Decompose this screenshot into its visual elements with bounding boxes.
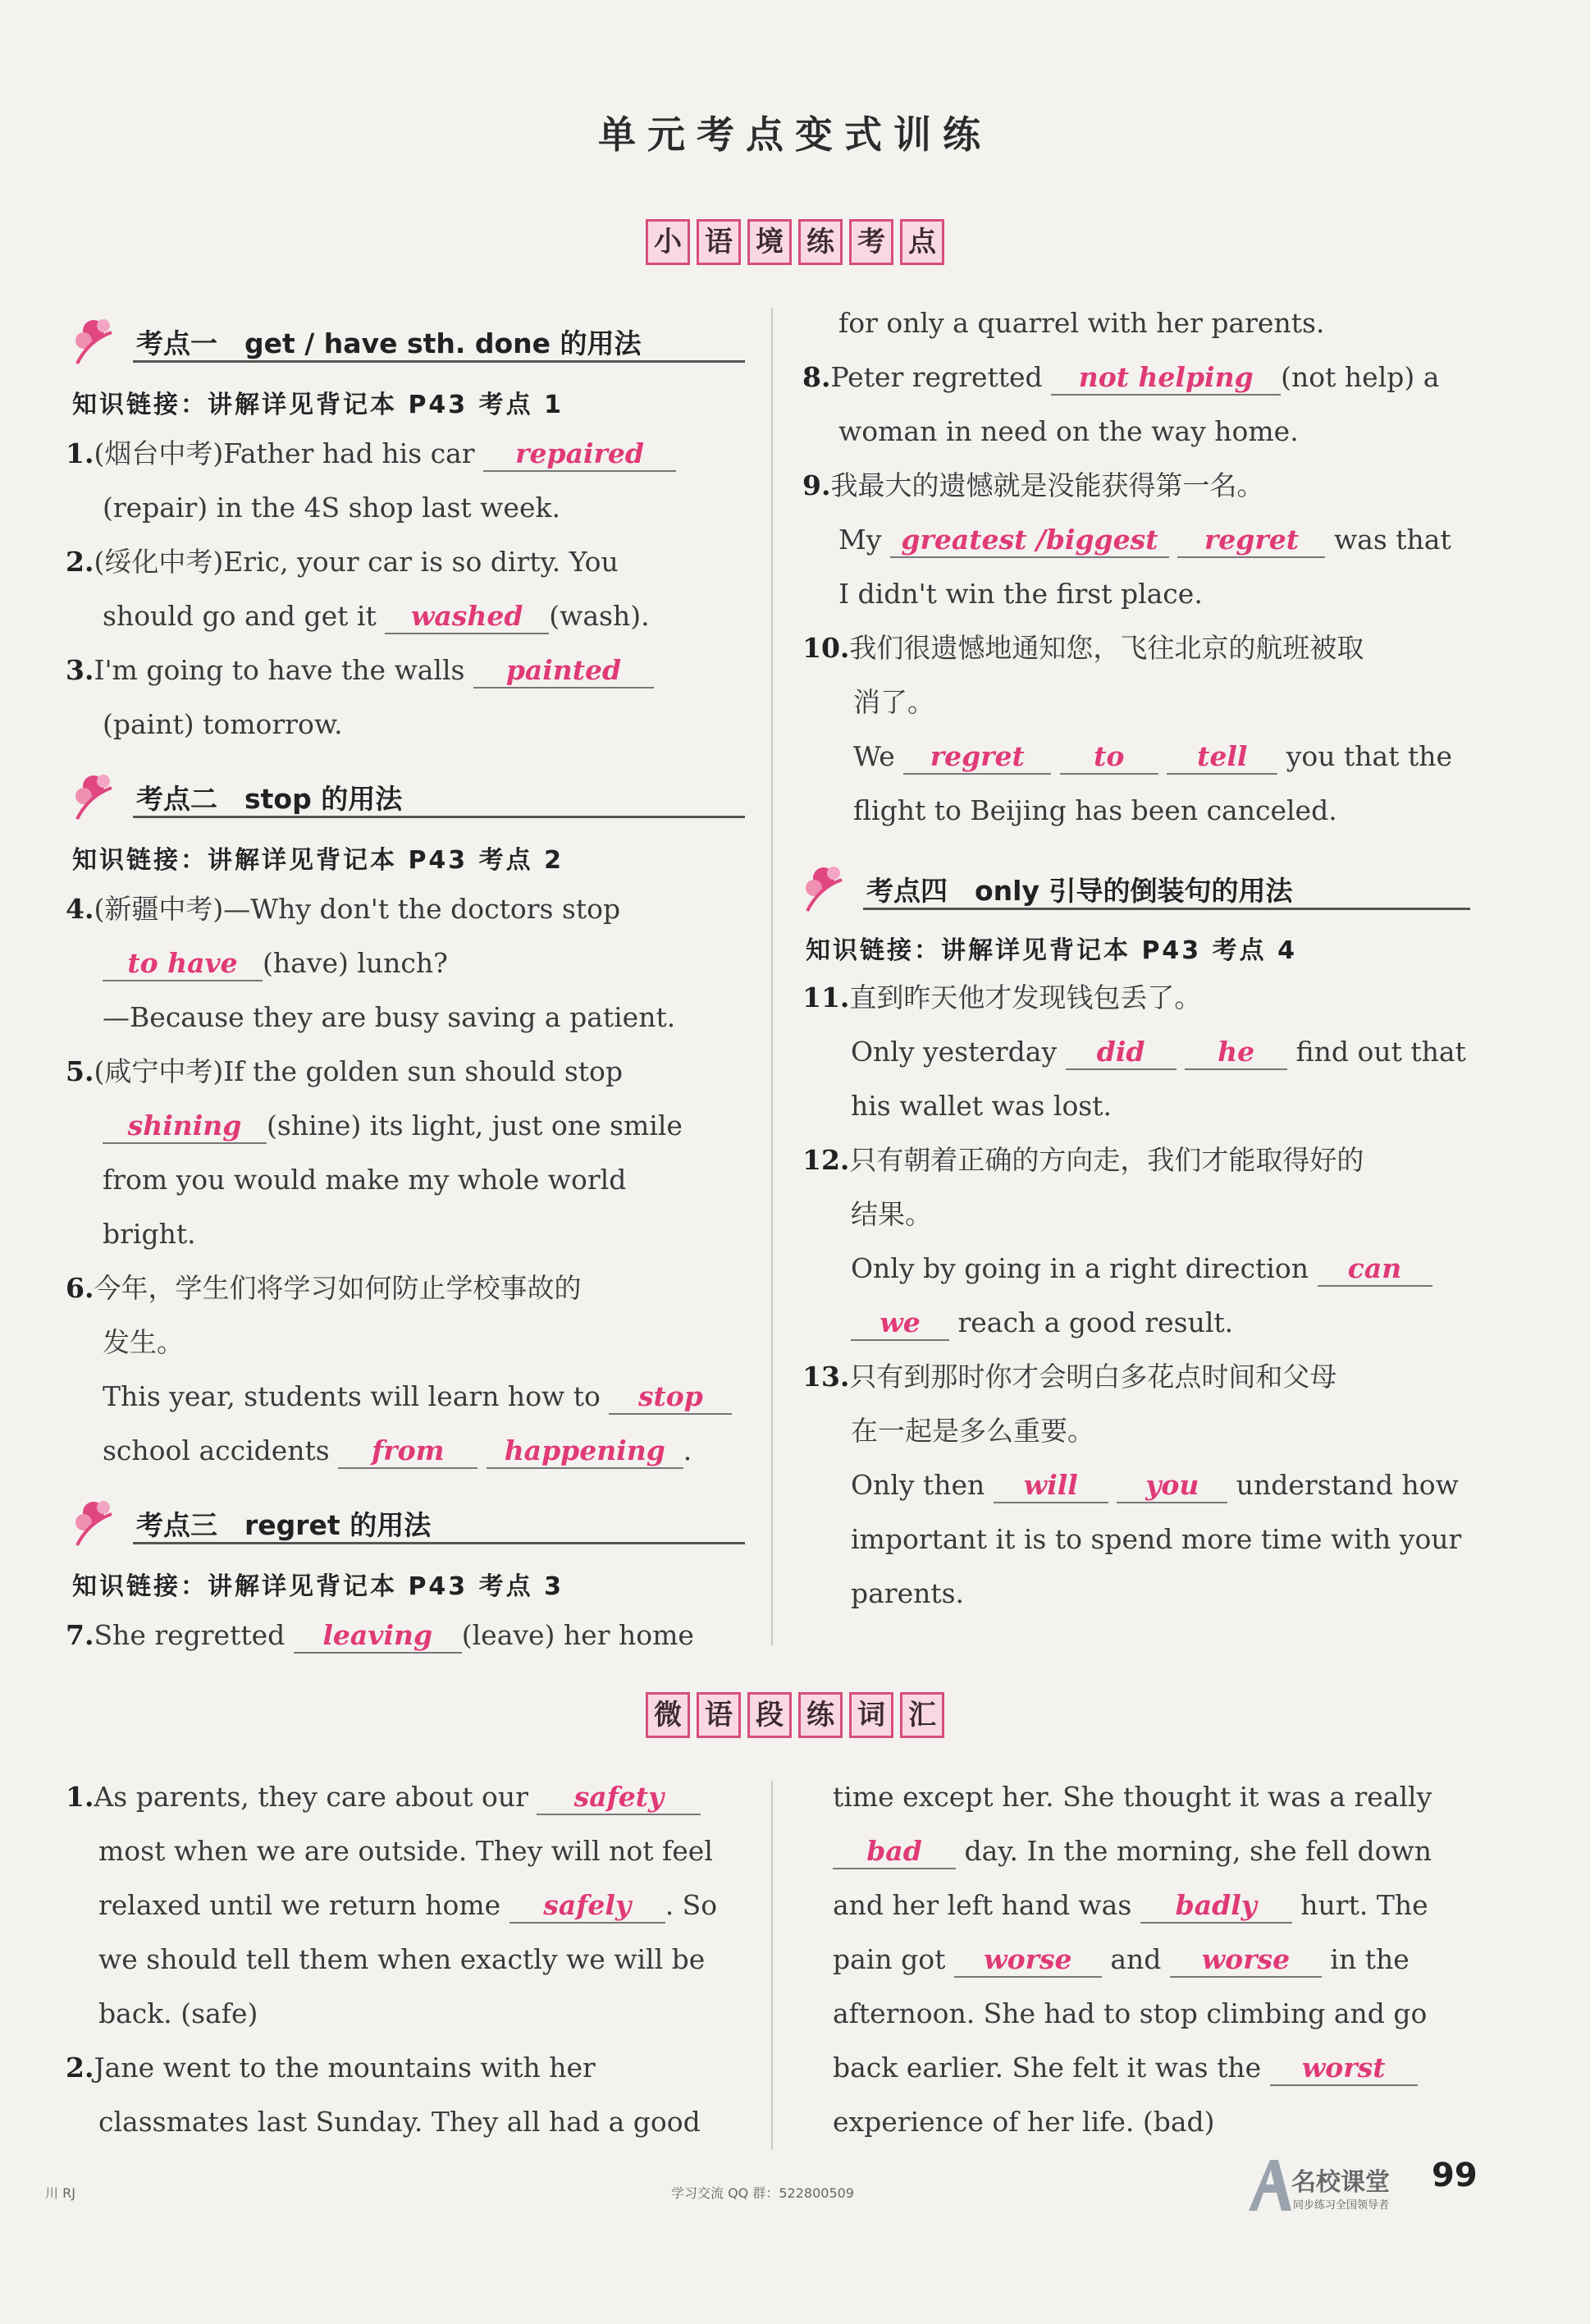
section-title-paragraph-vocab xyxy=(0,1692,1590,1738)
question-text: understand how xyxy=(1236,1469,1459,1501)
question-number: 9. xyxy=(802,469,831,501)
answer-text: greatest /biggest xyxy=(901,524,1158,556)
answer-blank xyxy=(833,1835,956,1869)
flower-icon xyxy=(72,316,138,365)
question-text: (leave) her home xyxy=(461,1619,694,1651)
question-10 xyxy=(802,632,1364,665)
vocab-question-2-cont8: experience of her life. (bad) xyxy=(833,2106,1215,2138)
answer-blank xyxy=(103,1109,267,1144)
question-1 xyxy=(66,437,676,472)
key-point-label: 考点四 only 引导的倒装句的用法 xyxy=(866,875,1293,907)
answer-text: tell xyxy=(1197,740,1248,772)
question-5-cont xyxy=(103,1109,683,1144)
page-title: 单元考点变式训练 xyxy=(598,112,992,157)
answer-text: leaving xyxy=(322,1619,433,1651)
answer-blank xyxy=(1066,1036,1177,1070)
question-3-cont: (paint) tomorrow. xyxy=(103,708,343,740)
answer-blank xyxy=(294,1619,462,1654)
answer-text: we xyxy=(880,1306,921,1338)
question-text: My xyxy=(838,524,882,556)
question-2-cont xyxy=(103,600,650,634)
section-title-char: 段 xyxy=(747,1692,792,1738)
section-title-char: 汇 xyxy=(900,1692,944,1738)
section-title-char: 境 xyxy=(747,219,792,265)
answer-text: can xyxy=(1347,1252,1402,1284)
question-number: 12. xyxy=(802,1144,850,1176)
question-text: Jane went to the mountains with her xyxy=(94,2052,596,2084)
question-text: Only yesterday xyxy=(851,1036,1058,1068)
answer-text: repaired xyxy=(515,437,644,469)
question-text: I'm going to have the walls xyxy=(94,654,465,686)
knowledge-link: 知识链接：讲解详见背记本 P43 考点 2 xyxy=(72,846,564,875)
answer-blank xyxy=(103,947,263,981)
question-3 xyxy=(66,654,654,689)
question-text: in the xyxy=(1330,1943,1410,1975)
answer-blank xyxy=(994,1469,1108,1503)
answer-text: from xyxy=(371,1434,445,1466)
vocab-question-1-cont4: back. (safe) xyxy=(98,1997,258,2029)
question-text: She regretted xyxy=(94,1619,286,1651)
question-8 xyxy=(802,361,1439,396)
question-number: 8. xyxy=(802,361,831,393)
question-text: 只有到那时你才会明白多花点时间和父母 xyxy=(849,1361,1337,1393)
brand-subtitle: 同步练习全国领导者 xyxy=(1293,2199,1390,2212)
vocab-question-1-cont3: we should tell them when exactly we will be xyxy=(98,1943,706,1975)
question-text: find out that xyxy=(1295,1036,1466,1068)
question-number: 6. xyxy=(66,1272,94,1304)
answer-blank xyxy=(509,1889,665,1924)
vocab-question-2-cont: classmates last Sunday. They all had a good xyxy=(98,2106,701,2138)
answer-text: shining xyxy=(127,1109,242,1141)
question-text: 我最大的遗憾就是没能获得第一名。 xyxy=(830,469,1264,501)
answer-blank xyxy=(903,740,1051,775)
knowledge-link: 知识链接：讲解详见背记本 P43 考点 3 xyxy=(72,1572,564,1601)
answer-blank xyxy=(609,1380,732,1415)
question-text: hurt. The xyxy=(1300,1889,1428,1921)
section-title-char: 语 xyxy=(697,1692,741,1738)
answer-text: did xyxy=(1096,1036,1145,1068)
question-4-cont xyxy=(103,947,448,981)
key-point-heading-2 xyxy=(72,771,745,817)
question-6 xyxy=(66,1272,581,1305)
question-12-english xyxy=(851,1252,1432,1287)
question-number: 1. xyxy=(66,437,94,469)
answer-text: safely xyxy=(543,1889,632,1921)
question-number: 4. xyxy=(66,893,94,925)
answer-blank xyxy=(1117,1469,1227,1503)
answer-text: not helping xyxy=(1078,361,1254,393)
question-11-english xyxy=(851,1036,1466,1070)
question-text: back earlier. She felt it was the xyxy=(833,2052,1262,2084)
answer-text: to have xyxy=(127,947,238,979)
heading-underline xyxy=(133,816,745,818)
key-point-heading-4 xyxy=(802,863,1475,909)
question-text: 只有朝着正确的方向走，我们才能取得好的 xyxy=(849,1144,1364,1176)
question-number: 2. xyxy=(66,2052,94,2084)
question-9-english xyxy=(838,524,1451,558)
question-13-cont2: important it is to spend more time with your xyxy=(851,1523,1462,1555)
answer-text: worse xyxy=(1201,1943,1291,1975)
question-text: and xyxy=(1110,1943,1162,1975)
question-text: This year, students will learn how to xyxy=(103,1380,601,1412)
answer-blank xyxy=(1051,361,1281,396)
vocab-question-2-cont5 xyxy=(833,1943,1410,1978)
question-text: (烟台中考)Father had his car xyxy=(94,437,475,469)
question-5 xyxy=(66,1055,623,1088)
section-title-char: 练 xyxy=(798,219,843,265)
question-13-english xyxy=(851,1469,1459,1503)
question-12-english-cont xyxy=(851,1306,1233,1341)
question-number: 13. xyxy=(802,1361,850,1393)
question-number: 5. xyxy=(66,1055,94,1087)
answer-text: worse xyxy=(984,1943,1072,1975)
question-6-cont: 发生。 xyxy=(103,1326,184,1358)
question-5-cont2: from you would make my whole world xyxy=(103,1164,627,1196)
question-text: 我们很遗憾地通知您，飞往北京的航班被取 xyxy=(849,632,1364,664)
vocab-question-2-cont4 xyxy=(833,1889,1428,1924)
section-title-char: 微 xyxy=(646,1692,690,1738)
heading-underline xyxy=(133,360,745,363)
question-number: 3. xyxy=(66,654,94,686)
question-text: school accidents xyxy=(103,1434,330,1466)
answer-text: stop xyxy=(637,1380,703,1412)
key-point-label: 考点三 regret 的用法 xyxy=(136,1509,432,1541)
section-title-char: 词 xyxy=(849,1692,893,1738)
answer-text: he xyxy=(1218,1036,1255,1068)
vocab-question-1-cont2 xyxy=(98,1889,717,1924)
vocab-question-1-cont: most when we are outside. They will not feel xyxy=(98,1835,713,1867)
answer-blank xyxy=(1060,740,1158,775)
answer-blank xyxy=(1270,2052,1418,2086)
vocab-question-2 xyxy=(66,2052,596,2084)
answer-blank xyxy=(1170,1943,1322,1978)
heading-underline xyxy=(133,1542,745,1544)
answer-blank xyxy=(473,654,654,689)
question-11-cont: his wallet was lost. xyxy=(851,1090,1112,1122)
question-13-cont3: parents. xyxy=(851,1577,965,1609)
brand-logo xyxy=(1245,2157,1426,2214)
answer-blank xyxy=(385,600,549,634)
flower-icon xyxy=(802,863,868,913)
footer-edition: 川 RJ xyxy=(45,2185,75,2201)
answer-blank xyxy=(890,524,1169,558)
question-text: relaxed until we return home xyxy=(98,1889,501,1921)
answer-blank xyxy=(1318,1252,1432,1287)
question-text: Only by going in a right direction xyxy=(851,1252,1309,1284)
answer-text: will xyxy=(1023,1469,1078,1501)
answer-blank xyxy=(483,437,676,472)
question-text: . xyxy=(683,1434,692,1466)
question-text: (shine) its light, just one smile xyxy=(267,1109,683,1141)
section-title-char: 点 xyxy=(900,219,944,265)
question-text: (not help) a xyxy=(1281,361,1440,393)
vocab-question-2-cont7 xyxy=(833,2052,1418,2086)
question-4 xyxy=(66,893,620,926)
vocab-question-2-cont2: time except her. She thought it was a really xyxy=(833,1781,1432,1813)
question-10-cont2: flight to Beijing has been canceled. xyxy=(853,794,1337,826)
question-text: 今年，学生们将学习如何防止学校事故的 xyxy=(94,1272,582,1304)
question-11 xyxy=(802,981,1201,1014)
answer-blank xyxy=(1177,524,1325,558)
question-number: 2. xyxy=(66,546,94,578)
question-text: pain got xyxy=(833,1943,946,1975)
question-number: 7. xyxy=(66,1619,94,1651)
question-text: As parents, they care about our xyxy=(94,1781,528,1813)
answer-blank xyxy=(537,1781,701,1815)
question-13 xyxy=(802,1361,1336,1393)
section-title-char: 考 xyxy=(849,219,893,265)
question-text: should go and get it xyxy=(103,600,377,632)
question-text: was that xyxy=(1333,524,1451,556)
answer-text: badly xyxy=(1175,1889,1257,1921)
question-12-cont: 结果。 xyxy=(851,1198,932,1230)
question-text: (wash). xyxy=(549,600,650,632)
question-2 xyxy=(66,546,619,579)
key-point-label: 考点二 stop 的用法 xyxy=(136,783,403,815)
answer-text: worst xyxy=(1301,2052,1386,2084)
question-9 xyxy=(802,469,1263,502)
answer-blank xyxy=(954,1943,1102,1978)
answer-text: you xyxy=(1145,1469,1199,1501)
question-text: We xyxy=(853,740,895,772)
heading-underline xyxy=(863,908,1470,910)
answer-text: painted xyxy=(505,654,622,686)
answer-blank xyxy=(1140,1889,1292,1924)
vocab-question-2-cont3 xyxy=(833,1835,1432,1869)
question-12 xyxy=(802,1144,1364,1177)
question-10-cont: 消了。 xyxy=(853,686,934,718)
vocab-question-2-cont6: afternoon. She had to stop climbing and go xyxy=(833,1997,1428,2029)
answer-blank xyxy=(487,1434,683,1469)
question-text: Peter regretted xyxy=(830,361,1043,393)
flower-icon xyxy=(72,1498,138,1547)
question-text: (have) lunch? xyxy=(263,947,448,979)
knowledge-link: 知识链接：讲解详见背记本 P43 考点 4 xyxy=(806,936,1297,965)
question-13-cont: 在一起是多么重要。 xyxy=(851,1415,1094,1447)
question-text: day. In the morning, she fell down xyxy=(964,1835,1432,1867)
question-text: (新疆中考)—Why don't the doctors stop xyxy=(94,893,621,925)
question-7-cont: for only a quarrel with her parents. xyxy=(838,307,1325,339)
question-text: reach a good result. xyxy=(957,1306,1234,1338)
question-8-cont: woman in need on the way home. xyxy=(838,415,1299,447)
answer-text: to xyxy=(1094,740,1125,772)
question-5-cont3: bright. xyxy=(103,1218,196,1250)
section-title-char: 练 xyxy=(798,1692,843,1738)
question-text: (咸宁中考)If the golden sun should stop xyxy=(94,1055,624,1087)
question-text: and her left hand was xyxy=(833,1889,1132,1921)
knowledge-link: 知识链接：讲解详见背记本 P43 考点 1 xyxy=(72,391,564,419)
brand-name: 名校课堂 xyxy=(1291,2168,1390,2197)
question-6-english xyxy=(103,1380,732,1415)
section-title-char: 语 xyxy=(697,219,741,265)
question-text: . So xyxy=(665,1889,718,1921)
question-number: 11. xyxy=(802,981,850,1013)
answer-blank xyxy=(1185,1036,1287,1070)
key-point-heading-3 xyxy=(72,1498,745,1544)
answer-blank xyxy=(338,1434,477,1469)
answer-text: safety xyxy=(573,1781,665,1813)
key-point-label: 考点一 get / have sth. done 的用法 xyxy=(136,327,642,359)
answer-text: regret xyxy=(930,740,1025,772)
column-divider xyxy=(771,308,773,1645)
question-10-english xyxy=(853,740,1452,775)
brand-a-icon xyxy=(1245,2157,1295,2214)
question-7 xyxy=(66,1619,694,1654)
answer-text: bad xyxy=(866,1835,922,1867)
key-point-heading-1 xyxy=(72,316,745,362)
question-4-reply: —Because they are busy saving a patient. xyxy=(103,1001,676,1033)
answer-blank xyxy=(851,1306,949,1341)
question-text: 直到昨天他才发现钱包丢了。 xyxy=(849,981,1202,1013)
answer-text: happening xyxy=(504,1434,665,1466)
question-number: 1. xyxy=(66,1781,94,1813)
question-number: 10. xyxy=(802,632,850,664)
question-9-cont: I didn't win the first place. xyxy=(838,578,1203,610)
answer-blank xyxy=(1167,740,1277,775)
section-title-context-practice xyxy=(0,219,1590,265)
question-text: Only then xyxy=(851,1469,985,1501)
answer-text: regret xyxy=(1204,524,1299,556)
question-text: you that the xyxy=(1286,740,1453,772)
answer-text: washed xyxy=(411,600,523,632)
page-number: 99 xyxy=(1432,2157,1478,2194)
flower-icon xyxy=(72,771,138,821)
question-6-english-cont xyxy=(103,1434,692,1469)
question-text: (绥化中考)Eric, your car is so dirty. You xyxy=(94,546,619,578)
question-1-cont: (repair) in the 4S shop last week. xyxy=(103,492,560,524)
footer-qq-group: 学习交流 QQ 群：522800509 xyxy=(671,2185,854,2201)
vocab-question-1 xyxy=(66,1781,701,1815)
column-divider-lower xyxy=(771,1781,773,2150)
section-title-char: 小 xyxy=(646,219,690,265)
